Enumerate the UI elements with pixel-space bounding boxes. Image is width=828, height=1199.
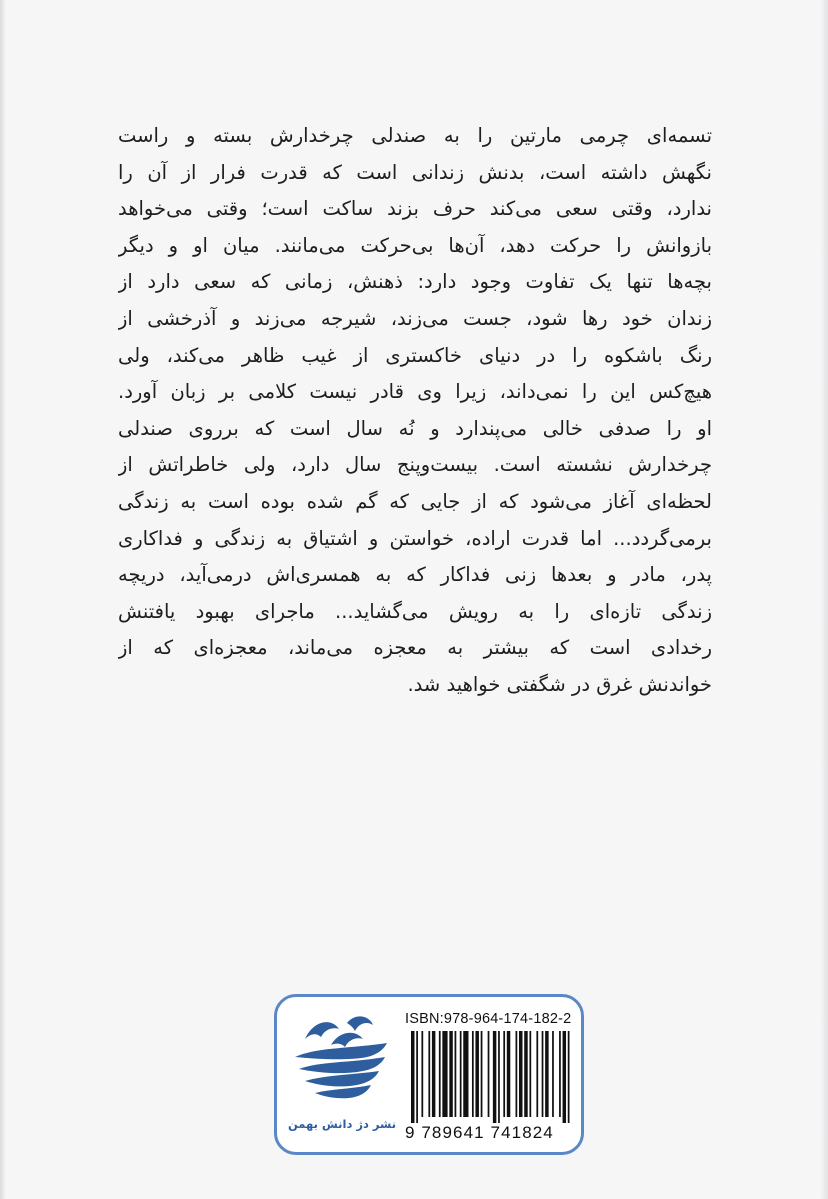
barcode-bar (481, 1031, 483, 1117)
barcode-bar (519, 1031, 522, 1117)
barcode-bar (460, 1031, 462, 1117)
barcode-bar (568, 1031, 570, 1123)
page-edge-right (820, 0, 828, 1199)
publisher-imprint-box (274, 994, 584, 1155)
barcode-bar (463, 1031, 468, 1117)
blurb-line: زندان خود رها شود، جست می‌زند، شیرجه می‌زند و آذرخشی از (118, 306, 712, 330)
page-edge-left (0, 0, 6, 1199)
barcode-bar (552, 1031, 554, 1117)
barcode-bar (516, 1031, 518, 1117)
blurb-line: زندگی تازه‌ای را به رویش می‌گشاید... ماجرای بهبود یافتنش (118, 599, 712, 623)
barcode-bar (455, 1031, 457, 1117)
barcode-bar (524, 1031, 527, 1117)
barcode-bar (472, 1031, 474, 1117)
barcode-bar (493, 1031, 496, 1123)
barcode-bar (475, 1031, 478, 1117)
blurb-line: چرخدارش نشسته است. بیست‌وپنج سال دارد، ولی خاطراتش از (118, 453, 712, 477)
barcode-bar (498, 1031, 500, 1123)
blurb-line: تسمه‌ای چرمی مارتین را به صندلی چرخدارش بسته و راست (118, 124, 712, 147)
barcode-bar (449, 1031, 452, 1117)
blurb-line: برمی‌گردد... اما قدرت اراده، خواستن و اشتیاق به زندگی و فداکاری (118, 526, 712, 550)
barcode-bar (416, 1031, 418, 1123)
blurb-line: لحظه‌ای آغاز می‌شود که از جایی که گم شده بوده است به زندگی (118, 489, 712, 513)
publisher-wave-logo-icon (287, 1009, 397, 1109)
publisher-name: نشر دژ دانش بهمن (287, 1117, 397, 1131)
barcode-bar (503, 1031, 505, 1117)
barcode-bar (507, 1031, 510, 1117)
blurb-line: هیچ‌کس این را نمی‌داند، زیرا وی قادر نیست کلامی بر زبان آورد. (118, 380, 712, 404)
isbn-number: ISBN:978-964-174-182-2 (405, 1011, 572, 1027)
blurb-line: ندارد، وقتی سعی می‌کند حرف بزند ساکت است؛ وقتی می‌خواهد (118, 197, 712, 221)
blurb-line: رخدادی است که بیشتر به معجزه می‌ماند، معجزه‌ای که از (118, 636, 712, 660)
barcode-bar (421, 1031, 423, 1117)
barcode-bar (432, 1031, 435, 1117)
blurb-line: پدر، مادر و بعدها زنی فداکار که به همسری‌اش درمی‌آید، دریچه (118, 563, 712, 587)
barcode-bar (488, 1031, 490, 1117)
blurb-line: بازوانش را حرکت دهد، آن‌ها بی‌حرکت می‌مانند. میان او و دیگر (118, 233, 712, 257)
barcode-bar (563, 1031, 566, 1123)
barcode-bar (442, 1031, 447, 1117)
barcode-bar (542, 1031, 544, 1117)
blurb-line: نگهش داشته است، بدنش زندانی است که قدرت فرار از آن را (118, 160, 712, 184)
barcode-bar (536, 1031, 538, 1117)
barcode-bar (439, 1031, 441, 1117)
blurb-line: خواندنش غرق در شگفتی خواهید شد. (407, 672, 712, 696)
barcode-bar (428, 1031, 430, 1117)
barcode-bar (559, 1031, 561, 1117)
barcode-digits: 9 789641 741824 (405, 1123, 554, 1142)
blurb-line: رنگ باشکوه را در دنیای خاکستری از غیب ظاهر می‌کند، ولی (118, 343, 712, 367)
barcode-bar (411, 1031, 414, 1123)
barcode-bar (529, 1031, 531, 1117)
back-cover-blurb (118, 118, 712, 704)
blurb-line: بچه‌ها تنها یک تفاوت وجود دارد: ذهنش، زمانی که سعی دارد از (118, 270, 712, 294)
isbn-barcode (411, 1031, 573, 1123)
barcode-bar (545, 1031, 548, 1117)
blurb-line: او را صدفی خالی می‌پندارد و نُه سال است که برروی صندلی (118, 416, 712, 440)
